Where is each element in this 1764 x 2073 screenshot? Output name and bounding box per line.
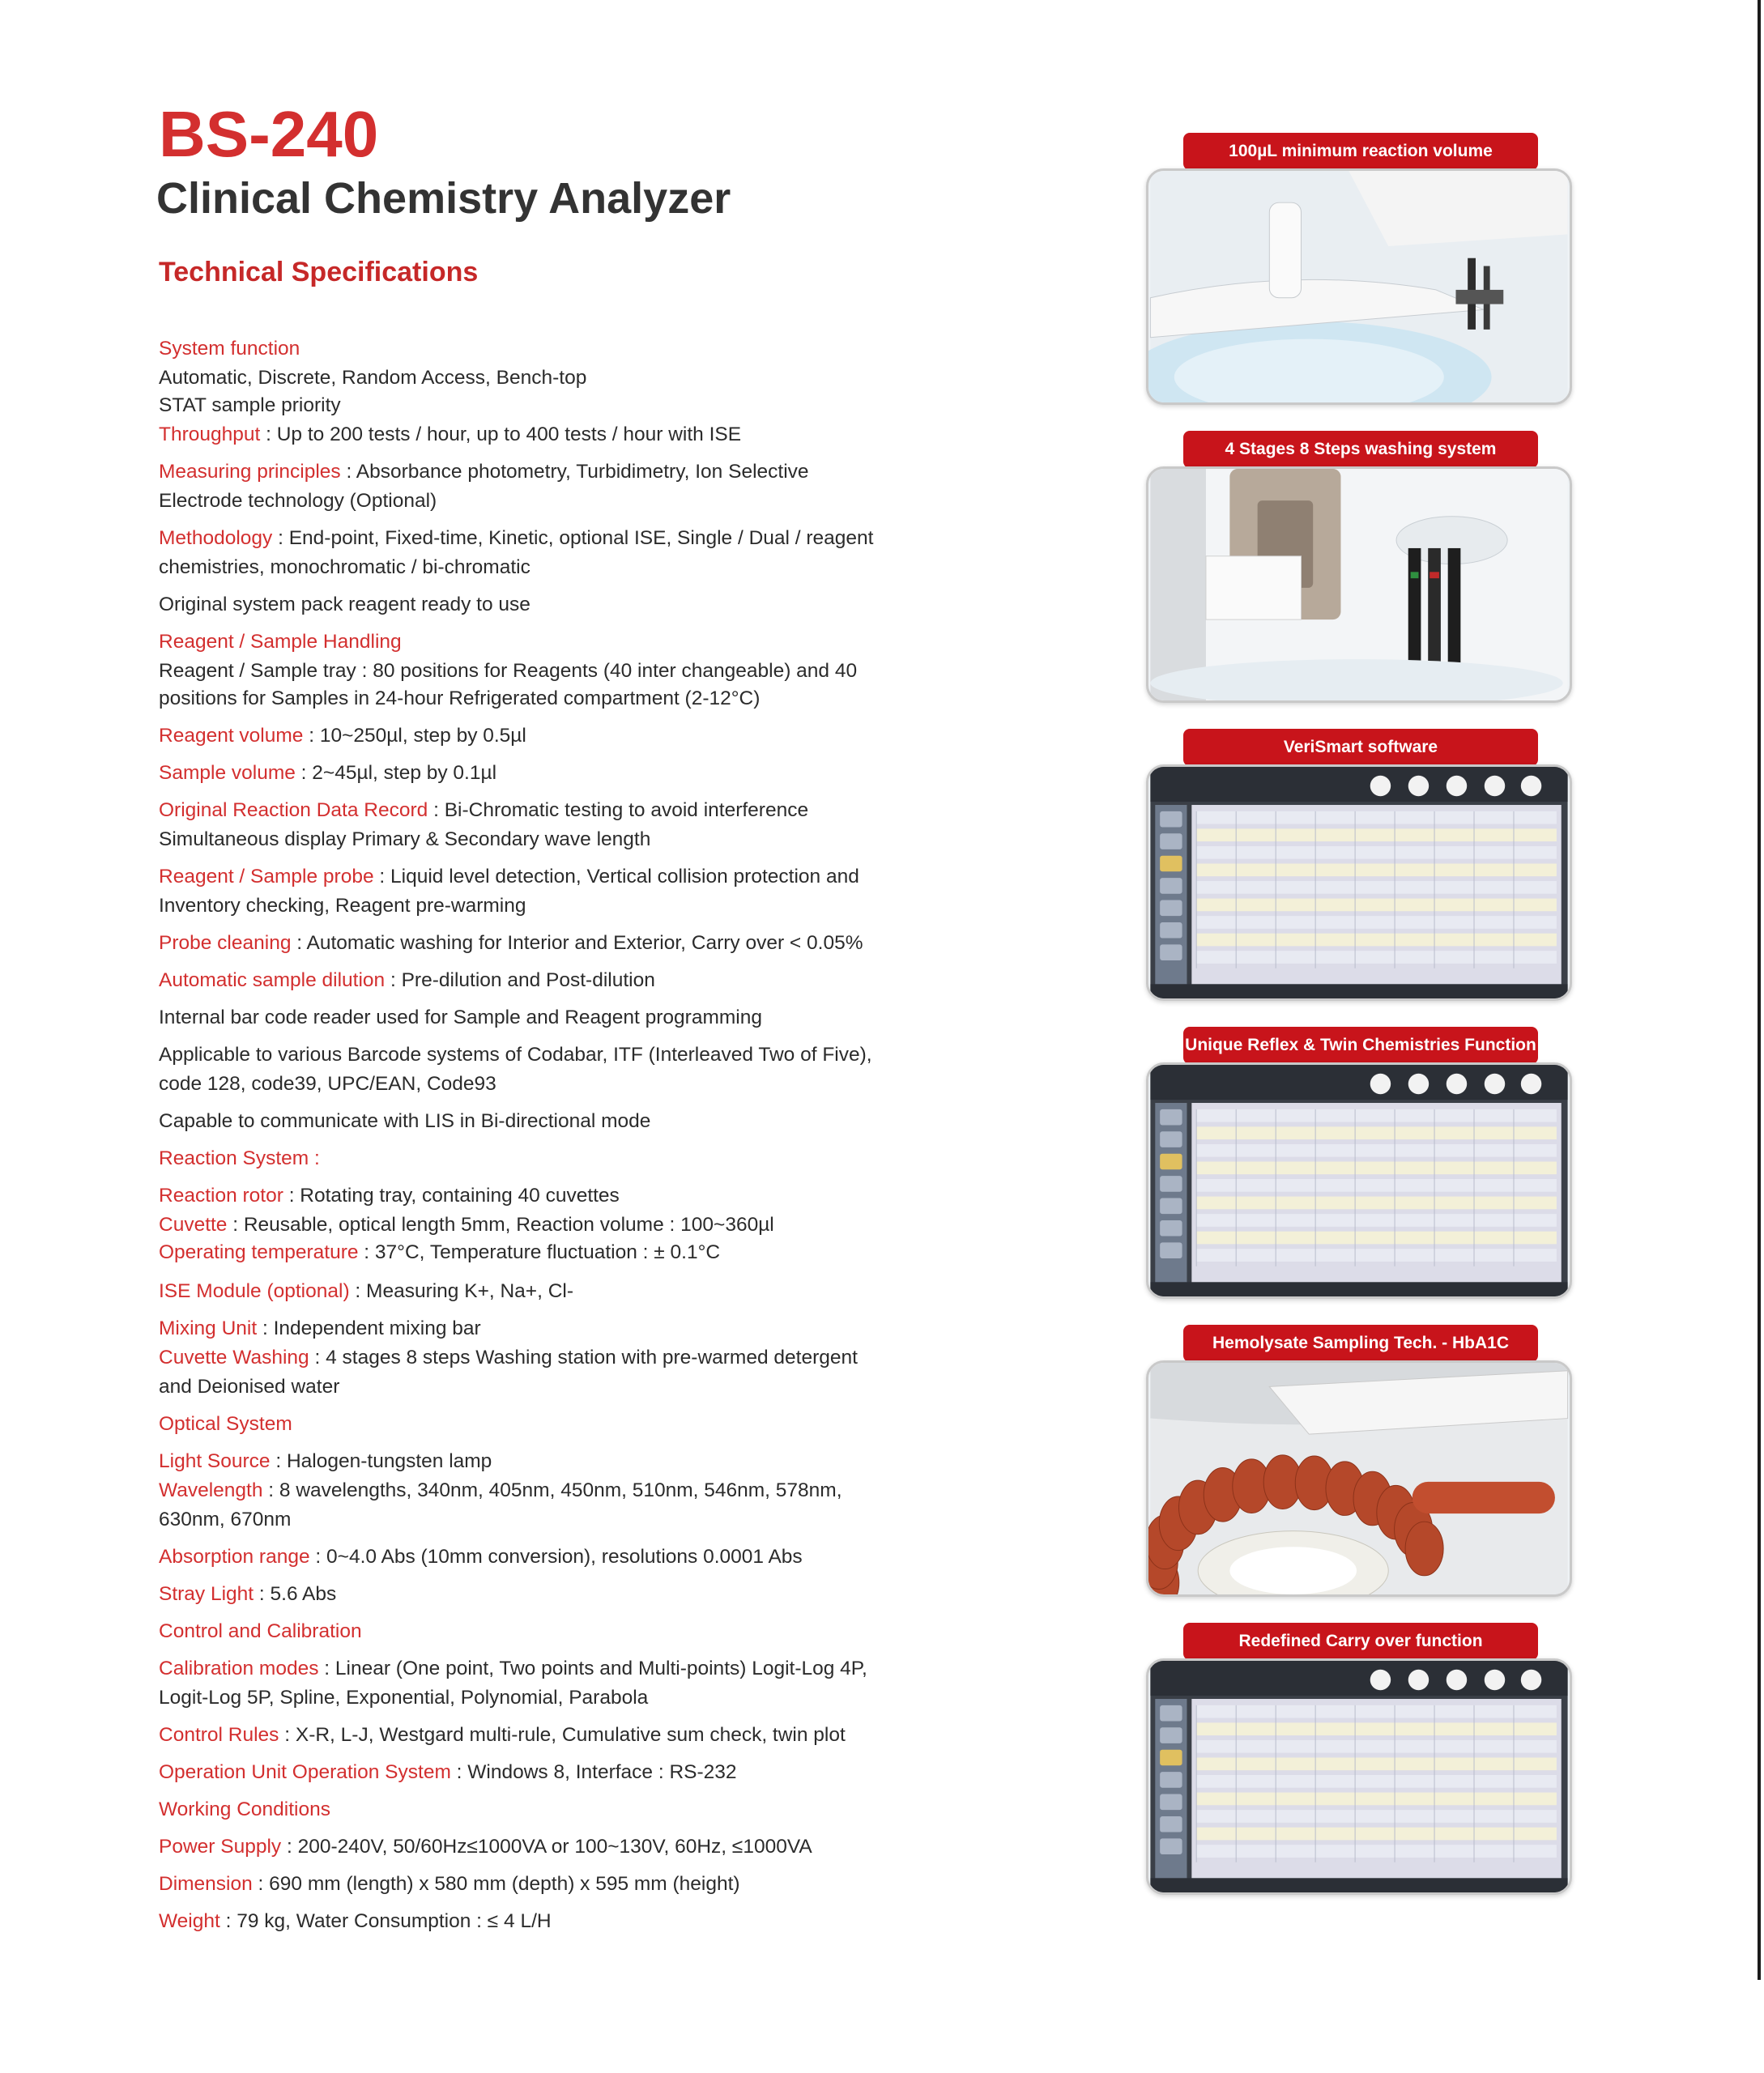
spec-line	[159, 1004, 762, 1032]
product-photo	[1146, 466, 1572, 703]
spec-line	[159, 1543, 803, 1571]
spec-label: Stray Light	[159, 1583, 254, 1605]
spec-line	[159, 1759, 737, 1786]
spec-line	[159, 335, 300, 363]
spec-value: : 79 kg, Water Consumption : ≤ 4 L/H	[219, 1910, 552, 1932]
spec-value: positions for Samples in 24-hour Refrigerated compartment (2-12°C)	[159, 687, 761, 709]
spec-label: Control and Calibration	[159, 1620, 362, 1642]
spec-value: chemistries, monochromatic / bi-chromatic	[159, 556, 530, 578]
spec-label: Methodology	[159, 527, 273, 549]
spec-label: Absorption range	[159, 1546, 310, 1568]
feature-panels	[1146, 0, 1575, 1943]
spec-value: Original system pack reagent ready to use	[159, 594, 530, 615]
spec-line	[159, 1071, 496, 1098]
spec-value: : 37°C, Temperature fluctuation : ± 0.1°C	[358, 1241, 721, 1263]
spec-label: Reagent / Sample Handling	[159, 631, 402, 653]
spec-line	[159, 1448, 492, 1475]
spec-label: Throughput	[159, 424, 261, 445]
spec-value: : Reusable, optical length 5mm, Reaction volume : 100~360µl	[227, 1214, 774, 1236]
spec-line	[159, 1182, 620, 1210]
spec-line	[159, 930, 863, 957]
spec-line	[159, 1655, 867, 1683]
spec-value: : Measuring K+, Na+, Cl-	[349, 1280, 574, 1302]
spec-line	[159, 863, 859, 891]
spec-value: : Bi-Chromatic testing to avoid interference	[428, 799, 809, 821]
spec-value: Simultaneous display Primary & Secondary wave length	[159, 828, 651, 850]
spec-value: and Deionised water	[159, 1376, 340, 1398]
spec-value: Automatic, Discrete, Random Access, Bench-top	[159, 367, 587, 389]
spec-line	[159, 1211, 774, 1239]
spec-line	[159, 1344, 858, 1372]
spec-label: Dimension	[159, 1873, 253, 1895]
spec-value: : X-R, L-J, Westgard multi-rule, Cumulative sum check, twin plot	[279, 1724, 846, 1746]
spec-label: Reaction rotor	[159, 1185, 283, 1207]
spec-line	[159, 797, 808, 824]
spec-label: Calibration modes	[159, 1658, 319, 1679]
spec-line	[159, 525, 874, 552]
spec-value: : 10~250µl, step by 0.5µl	[303, 725, 526, 747]
spec-line	[159, 1684, 648, 1712]
spec-value: : End-point, Fixed-time, Kinetic, optional ISE, Single / Dual / reagent	[272, 527, 874, 549]
spec-line	[159, 1278, 573, 1305]
software-screenshot	[1146, 764, 1572, 1001]
spec-value: code 128, code39, UPC/EAN, Code93	[159, 1073, 496, 1095]
spec-line	[159, 1411, 292, 1438]
panel-caption: 100µL minimum reaction volume	[1183, 133, 1538, 170]
spec-line	[159, 1833, 812, 1861]
spec-value: Logit-Log 5P, Spline, Exponential, Polynomial, Parabola	[159, 1687, 649, 1709]
spec-line	[159, 1145, 320, 1173]
spec-line	[159, 967, 655, 994]
spec-label: Operation Unit Operation System	[159, 1761, 451, 1783]
spec-value: : Halogen-tungsten lamp	[270, 1450, 492, 1472]
spec-line	[159, 364, 586, 392]
spec-line	[159, 458, 809, 486]
page-edge-rule	[1758, 0, 1761, 1980]
spec-value: : 0~4.0 Abs (10mm conversion), resolutions 0.0001 Abs	[309, 1546, 803, 1568]
spec-label: Cuvette	[159, 1214, 228, 1236]
spec-value: Internal bar code reader used for Sample and Reagent programming	[159, 1007, 762, 1028]
spec-label: Wavelength	[159, 1479, 263, 1501]
spec-line	[159, 1796, 330, 1824]
spec-label: System function	[159, 338, 300, 360]
spec-line	[159, 892, 526, 920]
spec-label: Reaction System :	[159, 1147, 320, 1169]
panel-caption: VeriSmart software	[1183, 729, 1538, 766]
spec-label: Measuring principles	[159, 461, 341, 483]
spec-line	[159, 1239, 720, 1266]
panel-caption: Hemolysate Sampling Tech. - HbA1C	[1183, 1325, 1538, 1362]
spec-label: Reagent / Sample probe	[159, 866, 374, 888]
spec-line	[159, 1871, 740, 1898]
spec-line	[159, 1722, 846, 1749]
spec-line	[159, 392, 341, 419]
software-screenshot	[1146, 1062, 1572, 1299]
spec-label: Reagent volume	[159, 725, 304, 747]
spec-value: : 4 stages 8 steps Washing station with pre-warmed detergent	[309, 1347, 858, 1369]
spec-line	[159, 1506, 291, 1534]
software-screenshot	[1146, 1658, 1572, 1895]
spec-value: : 8 wavelengths, 340nm, 405nm, 450nm, 510nm, 546nm, 578nm,	[262, 1479, 842, 1501]
spec-line	[159, 1477, 842, 1505]
spec-line	[159, 554, 530, 581]
spec-label: Mixing Unit	[159, 1317, 258, 1339]
spec-label: Original Reaction Data Record	[159, 799, 428, 821]
panel-caption: Unique Reflex & Twin Chemistries Function	[1183, 1027, 1538, 1064]
spec-value: : Pre-dilution and Post-dilution	[385, 969, 655, 991]
spec-line	[159, 1108, 650, 1135]
spec-line	[159, 826, 650, 853]
spec-line	[159, 685, 760, 713]
spec-value: : Automatic washing for Interior and Exterior, Carry over < 0.05%	[291, 932, 863, 954]
spec-value: Capable to communicate with LIS in Bi-directional mode	[159, 1110, 651, 1132]
spec-value: : Liquid level detection, Vertical collision protection and	[373, 866, 859, 888]
spec-label: Weight	[159, 1910, 220, 1932]
spec-label: Control Rules	[159, 1724, 279, 1746]
spec-line	[159, 1908, 552, 1935]
spec-line	[159, 628, 402, 656]
spec-line	[159, 487, 437, 515]
spec-label: Optical System	[159, 1413, 292, 1435]
spec-line	[159, 1041, 872, 1069]
spec-label: Automatic sample dilution	[159, 969, 386, 991]
spec-value: Inventory checking, Reagent pre-warming	[159, 895, 526, 917]
spec-label: Operating temperature	[159, 1241, 359, 1263]
spec-line	[159, 1618, 362, 1645]
spec-label: Light Source	[159, 1450, 271, 1472]
panel-caption: 4 Stages 8 Steps washing system	[1183, 431, 1538, 468]
spec-label: Working Conditions	[159, 1798, 330, 1820]
spec-label: Sample volume	[159, 762, 296, 784]
spec-line	[159, 591, 530, 619]
spec-value: : 690 mm (length) x 580 mm (depth) x 595 mm (height)	[252, 1873, 740, 1895]
spec-line	[159, 722, 526, 750]
spec-value: Applicable to various Barcode systems of Codabar, ITF (Interleaved Two of Five),	[159, 1044, 872, 1066]
spec-line	[159, 1373, 339, 1401]
product-photo	[1146, 1360, 1572, 1597]
product-model-title: BS-240	[159, 98, 379, 170]
spec-value: : 2~45µl, step by 0.1µl	[295, 762, 497, 784]
spec-value: STAT sample priority	[159, 394, 341, 416]
spec-value: Reagent / Sample tray : 80 positions for Reagents (40 inter changeable) and 40	[159, 660, 858, 682]
spec-value: : Absorbance photometry, Turbidimetry, Ion Selective	[340, 461, 809, 483]
spec-line	[159, 658, 857, 685]
panel-caption: Redefined Carry over function	[1183, 1623, 1538, 1660]
spec-label: Cuvette Washing	[159, 1347, 309, 1369]
spec-label: Probe cleaning	[159, 932, 292, 954]
spec-line	[159, 1581, 336, 1608]
spec-value: : Rotating tray, containing 40 cuvettes	[283, 1185, 620, 1207]
spec-value: 630nm, 670nm	[159, 1509, 292, 1530]
spec-label: ISE Module (optional)	[159, 1280, 350, 1302]
section-title: Technical Specifications	[159, 257, 479, 287]
spec-value: : 200-240V, 50/60Hz≤1000VA or 100~130V, 60Hz, ≤1000VA	[281, 1836, 812, 1858]
product-subtitle: Clinical Chemistry Analyzer	[156, 174, 731, 223]
spec-value: : Independent mixing bar	[257, 1317, 481, 1339]
spec-value: : 5.6 Abs	[254, 1583, 337, 1605]
spec-line	[159, 760, 496, 787]
product-photo	[1146, 168, 1572, 405]
spec-value: Electrode technology (Optional)	[159, 490, 437, 512]
spec-value: : Up to 200 tests / hour, up to 400 tests / hour with ISE	[260, 424, 742, 445]
spec-value: : Windows 8, Interface : RS-232	[450, 1761, 737, 1783]
spec-line	[159, 421, 741, 449]
spec-value: : Linear (One point, Two points and Multi-points) Logit-Log 4P,	[318, 1658, 867, 1679]
spec-label: Power Supply	[159, 1836, 282, 1858]
spec-line	[159, 1315, 481, 1343]
